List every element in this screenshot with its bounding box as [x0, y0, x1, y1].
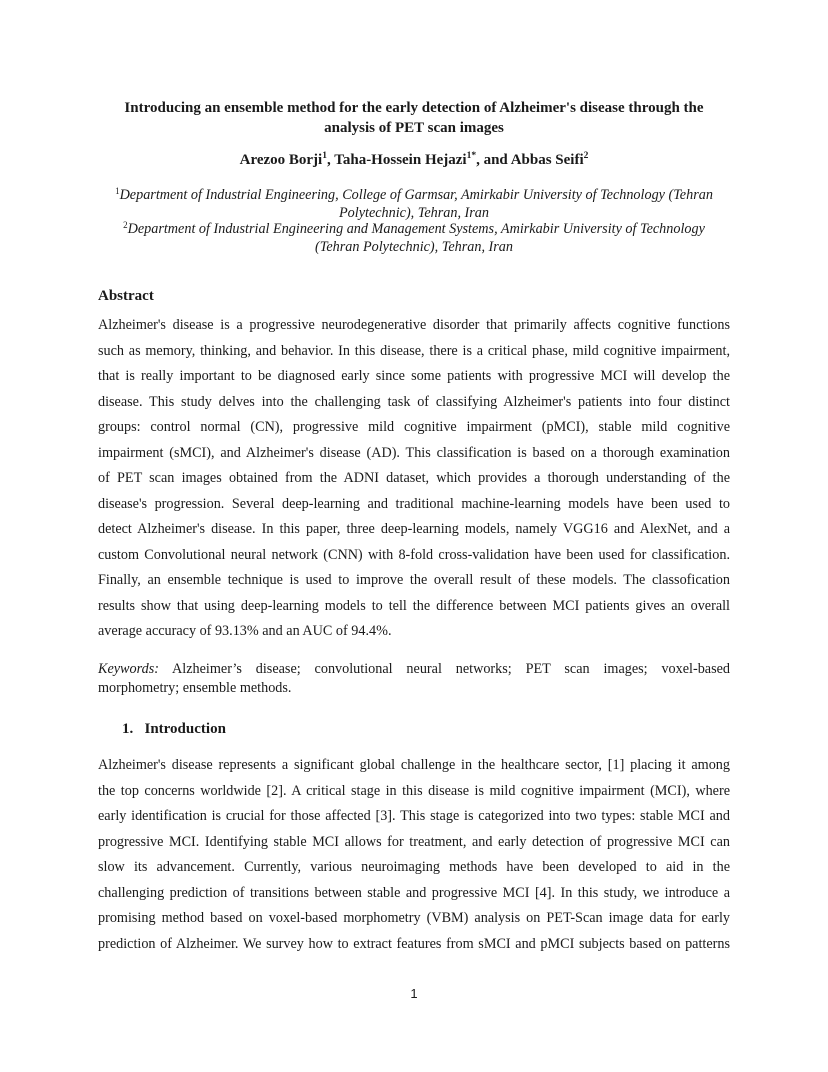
abstract-line: disease. This study delves into the challenging task of classifying Alzheimer's patients into four distinct [98, 393, 730, 410]
keywords [98, 660, 730, 698]
affiliation-marker: 2 [123, 220, 128, 230]
abstract-line: results show that using deep-learning models to tell the difference between MCI patients gives an overall [98, 597, 730, 614]
introduction-line: the top concerns worldwide [2]. A critical stage in this disease is mild cognitive impairment (MCI), where [98, 782, 730, 799]
abstract-line: Finally, an ensemble technique is used to improve the overall result of these models. The classofication [98, 572, 730, 588]
abstract-line: impairment (sMCI), and Alzheimer's disease (AD). This classification is based on a thorough examination [98, 444, 730, 461]
affiliation-line: Polytechnic), Tehran, Iran [339, 205, 489, 221]
abstract-body [98, 313, 730, 645]
abstract-line: disease's progression. Several deep-learning and traditional machine-learning models have been used to [98, 495, 730, 512]
abstract-line: custom Convolutional neural network (CNN) with 8-fold cross-validation have been used for classification. [98, 546, 730, 563]
introduction-line: Alzheimer's disease represents a significant global challenge in the healthcare sector, [1] placing it among [98, 757, 730, 773]
author-affiliation-marker: 2 [583, 151, 589, 161]
abstract-line: average accuracy of 93.13% and an AUC of 94.4%. [98, 623, 392, 639]
affiliation-text: Department of Industrial Engineering and Management Systems, Amirkabir University of Technology [127, 221, 705, 237]
affiliation [60, 220, 768, 256]
affiliation-text: Department of Industrial Engineering, College of Garmsar, Amirkabir University of Technology (Tehran [119, 187, 713, 203]
keywords-label: Keywords: [98, 661, 159, 677]
keywords-line: morphometry; ensemble methods. [98, 680, 292, 696]
keywords-line [98, 660, 730, 679]
introduction-heading: 1. Introduction [122, 721, 226, 737]
abstract-line: of PET scan images obtained from the ADNI dataset, which provides a thorough understanding of the [98, 470, 730, 486]
title-line: Introducing an ensemble method for the early detection of Alzheimer's disease through the [124, 100, 704, 116]
introduction-line: prediction of Alzheimer. We survey how to extract features from sMCI and pMCI subjects based on patterns [98, 935, 730, 952]
author-affiliation-marker: 1* [466, 151, 477, 161]
affiliation-line: (Tehran Polytechnic), Tehran, Iran [315, 239, 513, 255]
page-number: 1 [410, 986, 418, 1001]
introduction-line: early identification is crucial for those affected [3]. This stage is categorized into two types: stable MCI and [98, 808, 730, 824]
affiliation [60, 186, 768, 222]
affiliation-marker: 1 [115, 186, 120, 196]
author-separator: , and [476, 152, 511, 168]
author-name: Abbas Seifi [510, 152, 584, 168]
title-line: analysis of PET scan images [324, 120, 504, 136]
author-name: Arezoo Borji [239, 152, 323, 168]
abstract-line: that is really important to be diagnosed early since some patients with progressive MCI will develop the [98, 368, 730, 384]
abstract-line: detect Alzheimer's disease. In this paper, three deep-learning models, namely VGG16 and AlexNet, and a [98, 521, 730, 537]
abstract-line: such as memory, thinking, and behavior. In this disease, there is a critical phase, mild cognitive impairment, [98, 342, 730, 359]
author-separator: , [326, 152, 335, 168]
author-name: Taha-Hossein Hejazi [334, 152, 467, 168]
introduction-line: progressive MCI. Identifying stable MCI allows for treatment, and early detection of progressive MCI can [98, 833, 730, 850]
abstract-line: Alzheimer's disease is a progressive neurodegenerative disorder that primarily affects cognitive functions [98, 317, 730, 333]
introduction-line: challenging prediction of transitions between stable and progressive MCI [4]. In this study, we introduce a [98, 884, 730, 901]
author-affiliation-marker: 1 [322, 151, 327, 161]
author-list [60, 150, 768, 170]
keywords-text: Alzheimer’s disease; convolutional neural networks; PET scan images; voxel-based [172, 661, 731, 677]
abstract-heading: Abstract [98, 288, 154, 304]
affiliation-line [60, 220, 768, 238]
paper-title [60, 98, 768, 138]
affiliation-line [60, 186, 768, 204]
introduction-body [98, 753, 730, 957]
introduction-line: promising method based on voxel-based morphometry (VBM) analysis on PET-Scan image data for early [98, 910, 730, 926]
abstract-line: groups: control normal (CN), progressive mild cognitive impairment (pMCI), stable mild cognitive [98, 419, 730, 435]
introduction-line: slow its advancement. Currently, various neuroimaging methods have been developed to aid in the [98, 859, 730, 875]
